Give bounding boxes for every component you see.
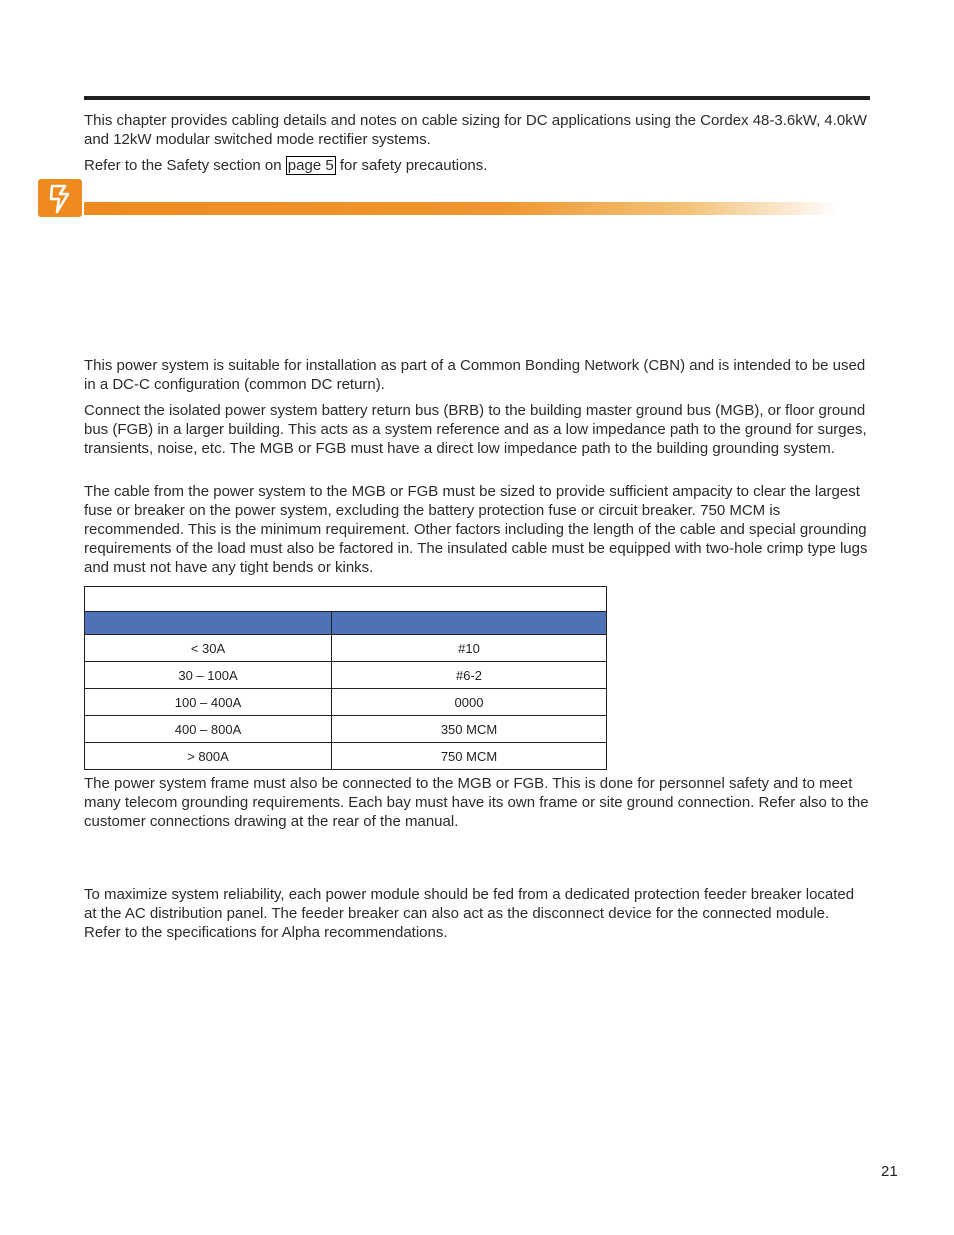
ac-feeder-paragraph: To maximize system reliability, each power module should be fed from a dedicated protection feeder breaker located at the AC distribution panel. The feeder breaker can also act as the disconnect device for the connected module. Refer to the specifications for Alpha recommendations. [84,886,855,941]
table-caption-cell [85,587,607,612]
breaker-size-cell: 400 – 800A [85,716,332,743]
cable-size-cell: 350 MCM [332,716,607,743]
breaker-size-cell: 30 – 100A [85,662,332,689]
table-header-cell [85,612,332,635]
table-row [85,743,607,770]
table-row [85,662,607,689]
breaker-size-cell: < 30A [85,635,332,662]
page-number: 21 [881,1163,898,1180]
cable-size-cell: #10 [332,635,607,662]
safety-reference-text: Refer to the Safety section on [84,157,286,174]
chapter-heading-rule [84,96,870,100]
grounding-paragraph-3: The cable from the power system to the MGB or FGB must be sized to provide sufficient ampacity to clear the largest fuse or breaker on the power system, excluding the battery protection fuse or circuit breaker. 750 MCM is recommended. This is the minimum requirement. Other factors including the length of the cable and special grounding requirements of the load must also be factored in. The insulated cable must be equipped with two-hole crimp type lugs and must not have any tight bends or kinks. [84,483,868,576]
table-row [85,716,607,743]
cable-size-cell: #6-2 [332,662,607,689]
electrical-hazard-icon [38,179,82,217]
table-row [85,635,607,662]
cable-size-cell: 0000 [332,689,607,716]
safety-reference [84,156,870,175]
frame-ground-paragraph: The power system frame must also be connected to the MGB or FGB. This is done for personnel safety and to meet many telecom grounding requirements. Each bay must have its own frame or site ground connection. Refer also to the customer connections drawing at the rear of the manual. [84,775,869,830]
safety-reference-suffix: for safety precautions. [335,157,488,174]
page-5-link[interactable]: page 5 [287,157,334,174]
grounding-paragraph-2: Connect the isolated power system battery return bus (BRB) to the building master ground bus (MGB), or floor ground bus (FGB) in a larger building. This acts as a system reference and as a low impedance path to the ground for surges, transients, noise, etc. The MGB or FGB must have a direct low impedance path to the building grounding system. [84,402,867,457]
grounding-paragraph-1: This power system is suitable for installation as part of a Common Bonding Network (CBN) and is intended to be used in a DC-C configuration (common DC return). [84,357,866,393]
table-row [85,689,607,716]
grounding-cable-table [84,586,607,770]
cable-size-cell: 750 MCM [332,743,607,770]
breaker-size-cell: 100 – 400A [85,689,332,716]
breaker-size-cell: > 800A [85,743,332,770]
table-header-cell [332,612,607,635]
warning-banner-bar [84,202,840,215]
intro-paragraph: This chapter provides cabling details and notes on cable sizing for DC applications using the Cordex 48-3.6kW, 4.0kW and 12kW modular switched mode rectifier systems. [84,112,867,148]
